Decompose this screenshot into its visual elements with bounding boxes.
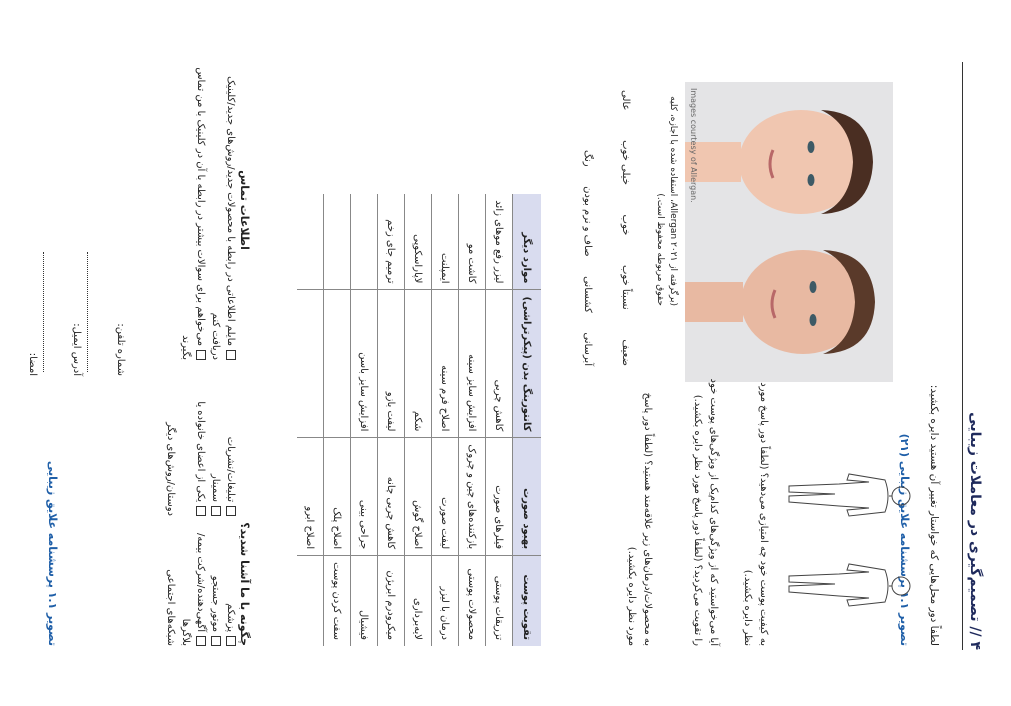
contact-section (178, 60, 251, 360)
rating-option[interactable]: عالی (620, 90, 631, 111)
table-cell[interactable]: بازکننده‌های چین و چروک (459, 438, 486, 556)
page-header (962, 62, 989, 650)
table-row (297, 194, 324, 646)
checkbox[interactable] (226, 506, 236, 516)
how-found-option[interactable]: سمینار (208, 386, 223, 516)
phone-field[interactable]: شماره تلفن: (87, 256, 131, 376)
table-cell[interactable]: کاهش چربی چانه (378, 438, 405, 556)
contact-fields (0, 256, 131, 376)
how-found-title: چگونه با ما آشنا شدید؟ (238, 522, 251, 646)
table-row (378, 194, 405, 646)
table-cell[interactable]: میکرودرم ابریژن (378, 556, 405, 646)
table-cell[interactable]: درمان با لیزر (432, 556, 459, 646)
trait-option[interactable]: صاف و نرم بودن (582, 186, 593, 257)
table-cell[interactable]: اصلاح ابرو (297, 438, 324, 556)
rating-option[interactable]: خیلی خوب (620, 140, 631, 185)
checkbox[interactable] (226, 350, 236, 360)
table-row (405, 194, 432, 646)
checkbox[interactable] (226, 636, 236, 646)
table-cell[interactable]: ترمیم جای زخم (378, 194, 405, 290)
checkbox[interactable] (196, 636, 206, 646)
how-found-option[interactable]: شبکه‌های اجتماعی (165, 569, 176, 646)
signature-field[interactable]: امضا: (27, 352, 38, 376)
body-diagram (779, 433, 919, 646)
how-found-option[interactable]: پزشکم (223, 516, 238, 646)
rating-option[interactable]: نسبتاً خوب (620, 264, 631, 310)
table-cell[interactable]: لیفت صورت (432, 438, 459, 556)
trait-option[interactable]: کشسانی (582, 276, 593, 313)
contact-title: اطلاعات تماس (238, 170, 251, 250)
trait-options (582, 150, 593, 366)
table-cell[interactable]: کاشت مو (459, 194, 486, 290)
table-cell[interactable] (297, 290, 324, 438)
table-cell[interactable] (324, 290, 351, 438)
checkbox[interactable] (196, 350, 206, 360)
email-field[interactable]: آدرس ایمیل: (43, 256, 87, 376)
question-2: آیا می‌خواستید که از ویژگی‌های کدام‌یک از ویژگی‌های پوست خود را تقویت می‌کردید؟ (لطفاً دور پاسخ مورد نظر دایره بکشید.) (692, 378, 719, 646)
col-face: بهبود صورت (513, 438, 542, 556)
table-header-row (513, 194, 542, 646)
table-row (351, 194, 378, 646)
table-cell[interactable]: لیزر رفع موهای زائد (486, 194, 513, 290)
how-found-options (163, 386, 238, 646)
table-cell[interactable]: لایه‌برداری (405, 556, 432, 646)
table-cell[interactable]: لاپاراسکوپی (405, 194, 432, 290)
trait-option[interactable]: آبرسانی (582, 332, 593, 366)
table-row (459, 194, 486, 646)
table-cell[interactable]: تزریقات پوستی (486, 556, 513, 646)
how-found-option[interactable]: موتور جستجو (208, 516, 223, 646)
how-found-section (163, 386, 251, 646)
table-cell[interactable]: لیفت بازو (378, 290, 405, 438)
table-cell[interactable] (297, 556, 324, 646)
how-found-option[interactable]: یکی از اعضای خانواده یا (178, 386, 208, 516)
bottom-caption: تصویر ۱.۱ پرسشنامه علایق زیبایی (46, 460, 59, 646)
checkbox[interactable] (211, 506, 221, 516)
face-photo (685, 82, 893, 382)
rating-option[interactable]: خوب (620, 214, 631, 236)
faces-image (685, 82, 893, 382)
checkbox[interactable] (196, 506, 206, 516)
table-cell[interactable]: کاهش چربی (486, 290, 513, 438)
col-skin: تقویت پوست (513, 556, 542, 646)
table-cell[interactable] (324, 194, 351, 290)
table-row (432, 194, 459, 646)
rating-option[interactable]: ضعیف (620, 339, 631, 366)
table-cell[interactable] (297, 194, 324, 290)
header-title: ۴ // تصمیم‌گیری در معاملات زیبایی (967, 412, 983, 650)
how-found-option[interactable]: دوستان/روش‌های دیگر (165, 422, 176, 516)
photo-credit: Images courtesy of Allergan. (689, 88, 698, 203)
question-3: به محصولات/درمان‌های زیر علاقه‌مند هستید؟ (لطفاً دور پاسخ مورد نظر دایره بکشید.) (626, 392, 653, 646)
table-cell[interactable]: اصلاح فرم سینه (432, 290, 459, 438)
body-outline-icon (779, 433, 919, 646)
col-other: موارد دیگر (513, 194, 542, 290)
question-1: به کیفیت پوست خود چه امتیازی می‌دهید؟ (لطفاً دور پاسخ مورد نظر دایره بکشید.) (742, 382, 769, 646)
interests-table (297, 194, 541, 646)
table-cell[interactable]: فیلرهای صورت (486, 438, 513, 556)
col-body: کانتورینگ بدن (پیکرتراشی) (513, 290, 542, 438)
table-row (486, 194, 513, 646)
figure-caption: تصویر ۱.۱ پرسشنامه علایق زیبایی (۲۱) (898, 433, 911, 646)
table-cell[interactable] (351, 194, 378, 290)
table-cell[interactable]: سفت کردن پوست (324, 556, 351, 646)
how-found-option[interactable]: آگهی‌دهنده/شرکت بیمه‌/بلاگرها (180, 532, 206, 646)
intro-text: لطفاً دور محل‌هایی که خواستار تغییر آن هستید دایره بکشید: (928, 384, 940, 646)
table-cell[interactable]: اصلاح گوش (405, 438, 432, 556)
table-cell[interactable]: شکم (405, 290, 432, 438)
table-cell[interactable]: محصولات پوستی (459, 556, 486, 646)
checkbox[interactable] (211, 636, 221, 646)
trait-option[interactable]: رنگ (582, 150, 593, 167)
table-cell[interactable]: جراحی بینی (351, 438, 378, 556)
table-cell[interactable]: افزایش سایز سینه (459, 290, 486, 438)
table-row (324, 194, 351, 646)
table-cell[interactable]: اصلاح پلک (324, 438, 351, 556)
rating-scale (620, 90, 631, 366)
contact-option[interactable]: مایلم اطلاعاتی در رابطه با محصولات جدید/روش‌های جدید/کلینیک دریافت کنم (210, 76, 236, 360)
table-cell[interactable]: افزایش سایز باسن (351, 290, 378, 438)
table-cell[interactable]: فیشیال (351, 556, 378, 646)
contact-option[interactable]: می‌خواهم برای سوالات بیشتر در رابطه با آن در کلینیک با من تماس بگیرند (180, 67, 206, 360)
how-found-option[interactable]: تبلیغات/نشریات (223, 386, 238, 516)
figure-credit-note: (برگرفته از Allergan ۲۰۲۱، استفاده شده با اجازه، کلیه حقوق مربوطه محفوظ است.) (655, 96, 678, 306)
table-cell[interactable]: ایمپلنت (432, 194, 459, 290)
